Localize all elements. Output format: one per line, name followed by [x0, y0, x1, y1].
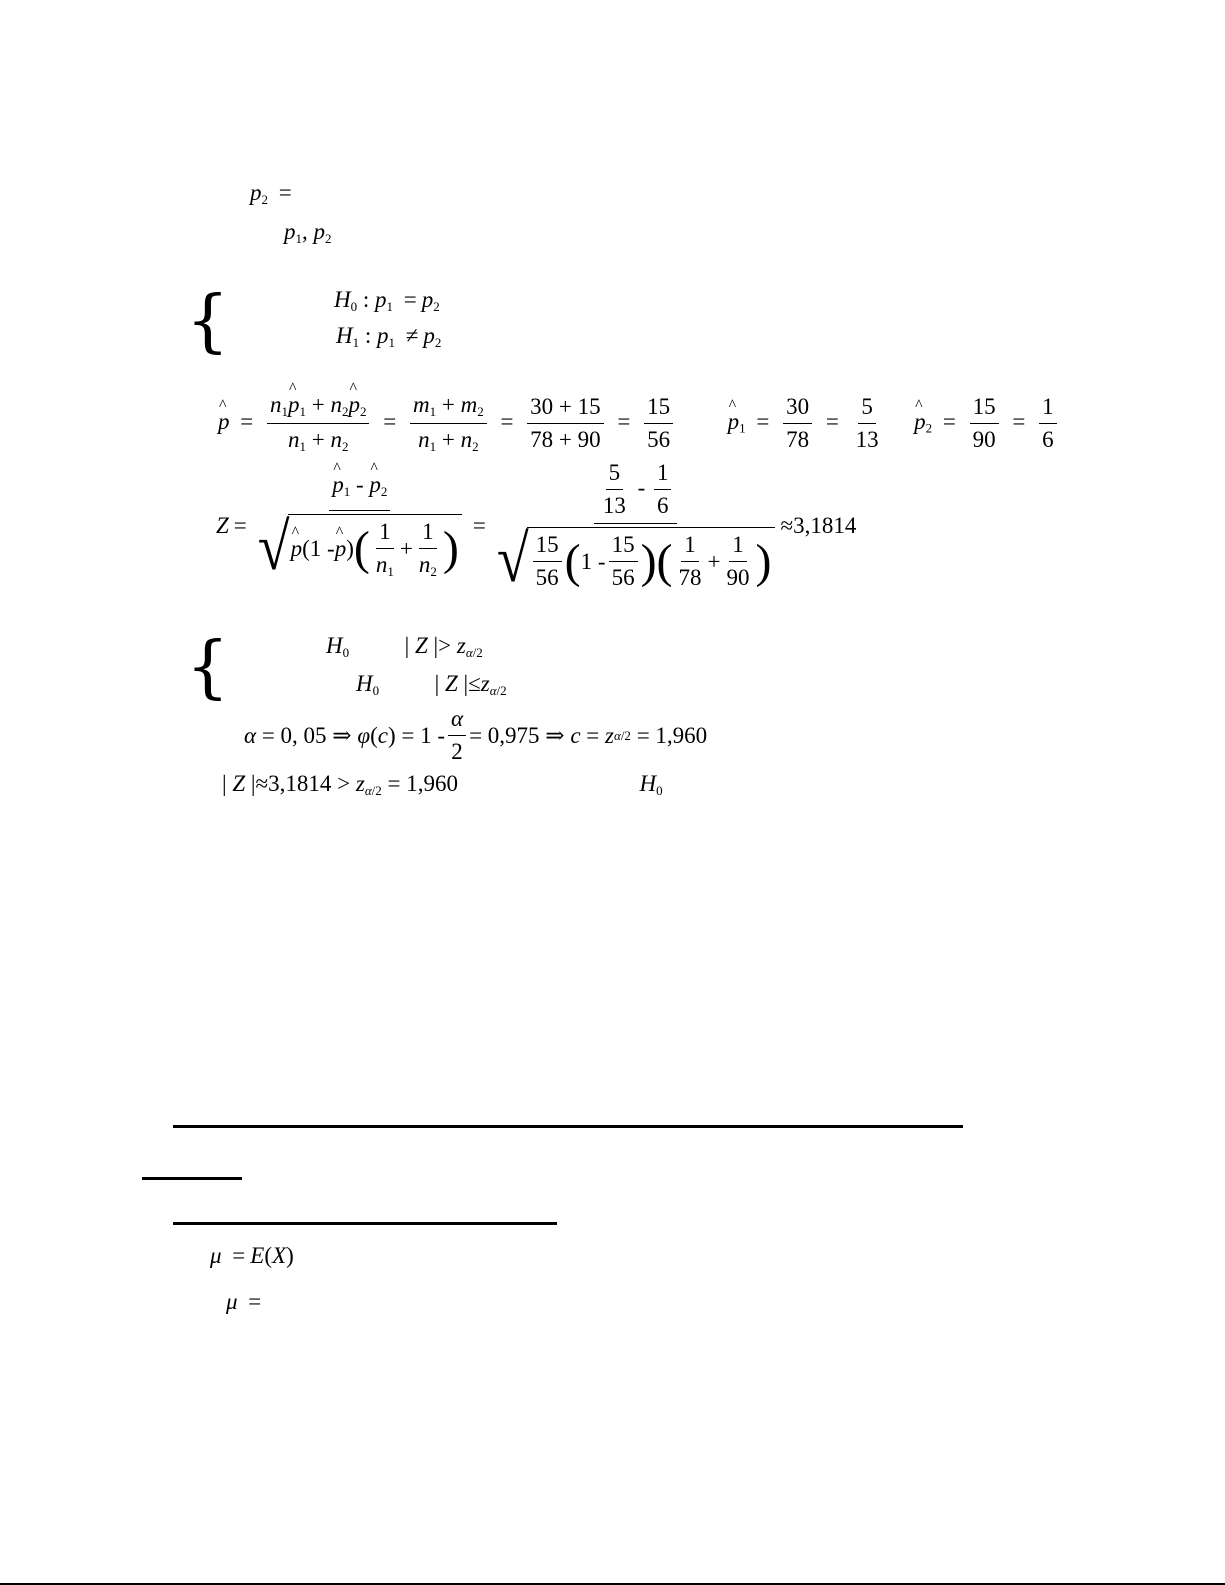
decision-brace: {: [186, 628, 230, 707]
mu-equals: μ =: [226, 1289, 262, 1314]
alpha-critical-value: α = 0, 05 ⇒ φ ( c ) = 1 - $\frac{\alpha}{2}$ = 0,975 ⇒ c = z α/2 = 1,960: [244, 706, 708, 765]
mu-definition: μ = E(X): [210, 1243, 294, 1268]
z-statistic-equation: Z = ^ $p_1$ - ^ $p_2$ √ ^ p (1 - ^ p ) ( $\frac{1}{n_1}$ + $\frac{1}{n_2}$ ) = $\frac{5}{13}$ - $\frac{1}{6}$ √ $\frac{15}{56}$ ( 1 - $\frac{15}{56}$ ) ( $\frac{1}{78}$ + $\frac{1}{90}$ ) ≈3,1814: [216, 460, 856, 592]
section-rule-1: [173, 1125, 963, 1128]
hypotheses-brace: {: [186, 282, 230, 361]
z-result: ≈3,1814: [780, 513, 857, 539]
reject-rule: $H_0$ | Z |> $z_{\alpha/2}$: [326, 633, 483, 660]
section-rule-2: [142, 1177, 242, 1180]
null-hypothesis: $H_0$ : $p_1 = p_2$: [334, 287, 440, 314]
pooled-proportion-equation: ^ p = $\frac{n_1\^{} p_1 + n_2\^{} p_2}{n_1 + n_2}$ = $\frac{m_1 + m_2}{n_1 + n_2}$ = $\frac{30 + 15}{78 + 90}$ = $\frac{15}{56}$ ^ $p_1$ = $\frac{30}{78}$ = $\frac{5}{13}$ ^ $p_2$ = $\frac{15}{90}$ = $\frac{1}{6}$: [218, 392, 1060, 455]
p2-definition: $p_2$ =: [250, 180, 292, 207]
alternative-hypothesis: $H_1$ : $p_1 \ne p_2$: [336, 323, 442, 350]
p1-p2-parameters: $p_1$, $p_2$: [284, 219, 332, 246]
accept-rule: $H_0$ | Z $|\le z_{\alpha/2}$: [356, 671, 507, 698]
section-rule-3: [173, 1222, 557, 1225]
conclusion: | Z $|\approx 3,1814 > z_{\alpha/2} = 1,960$ $H_0$: [222, 771, 663, 798]
